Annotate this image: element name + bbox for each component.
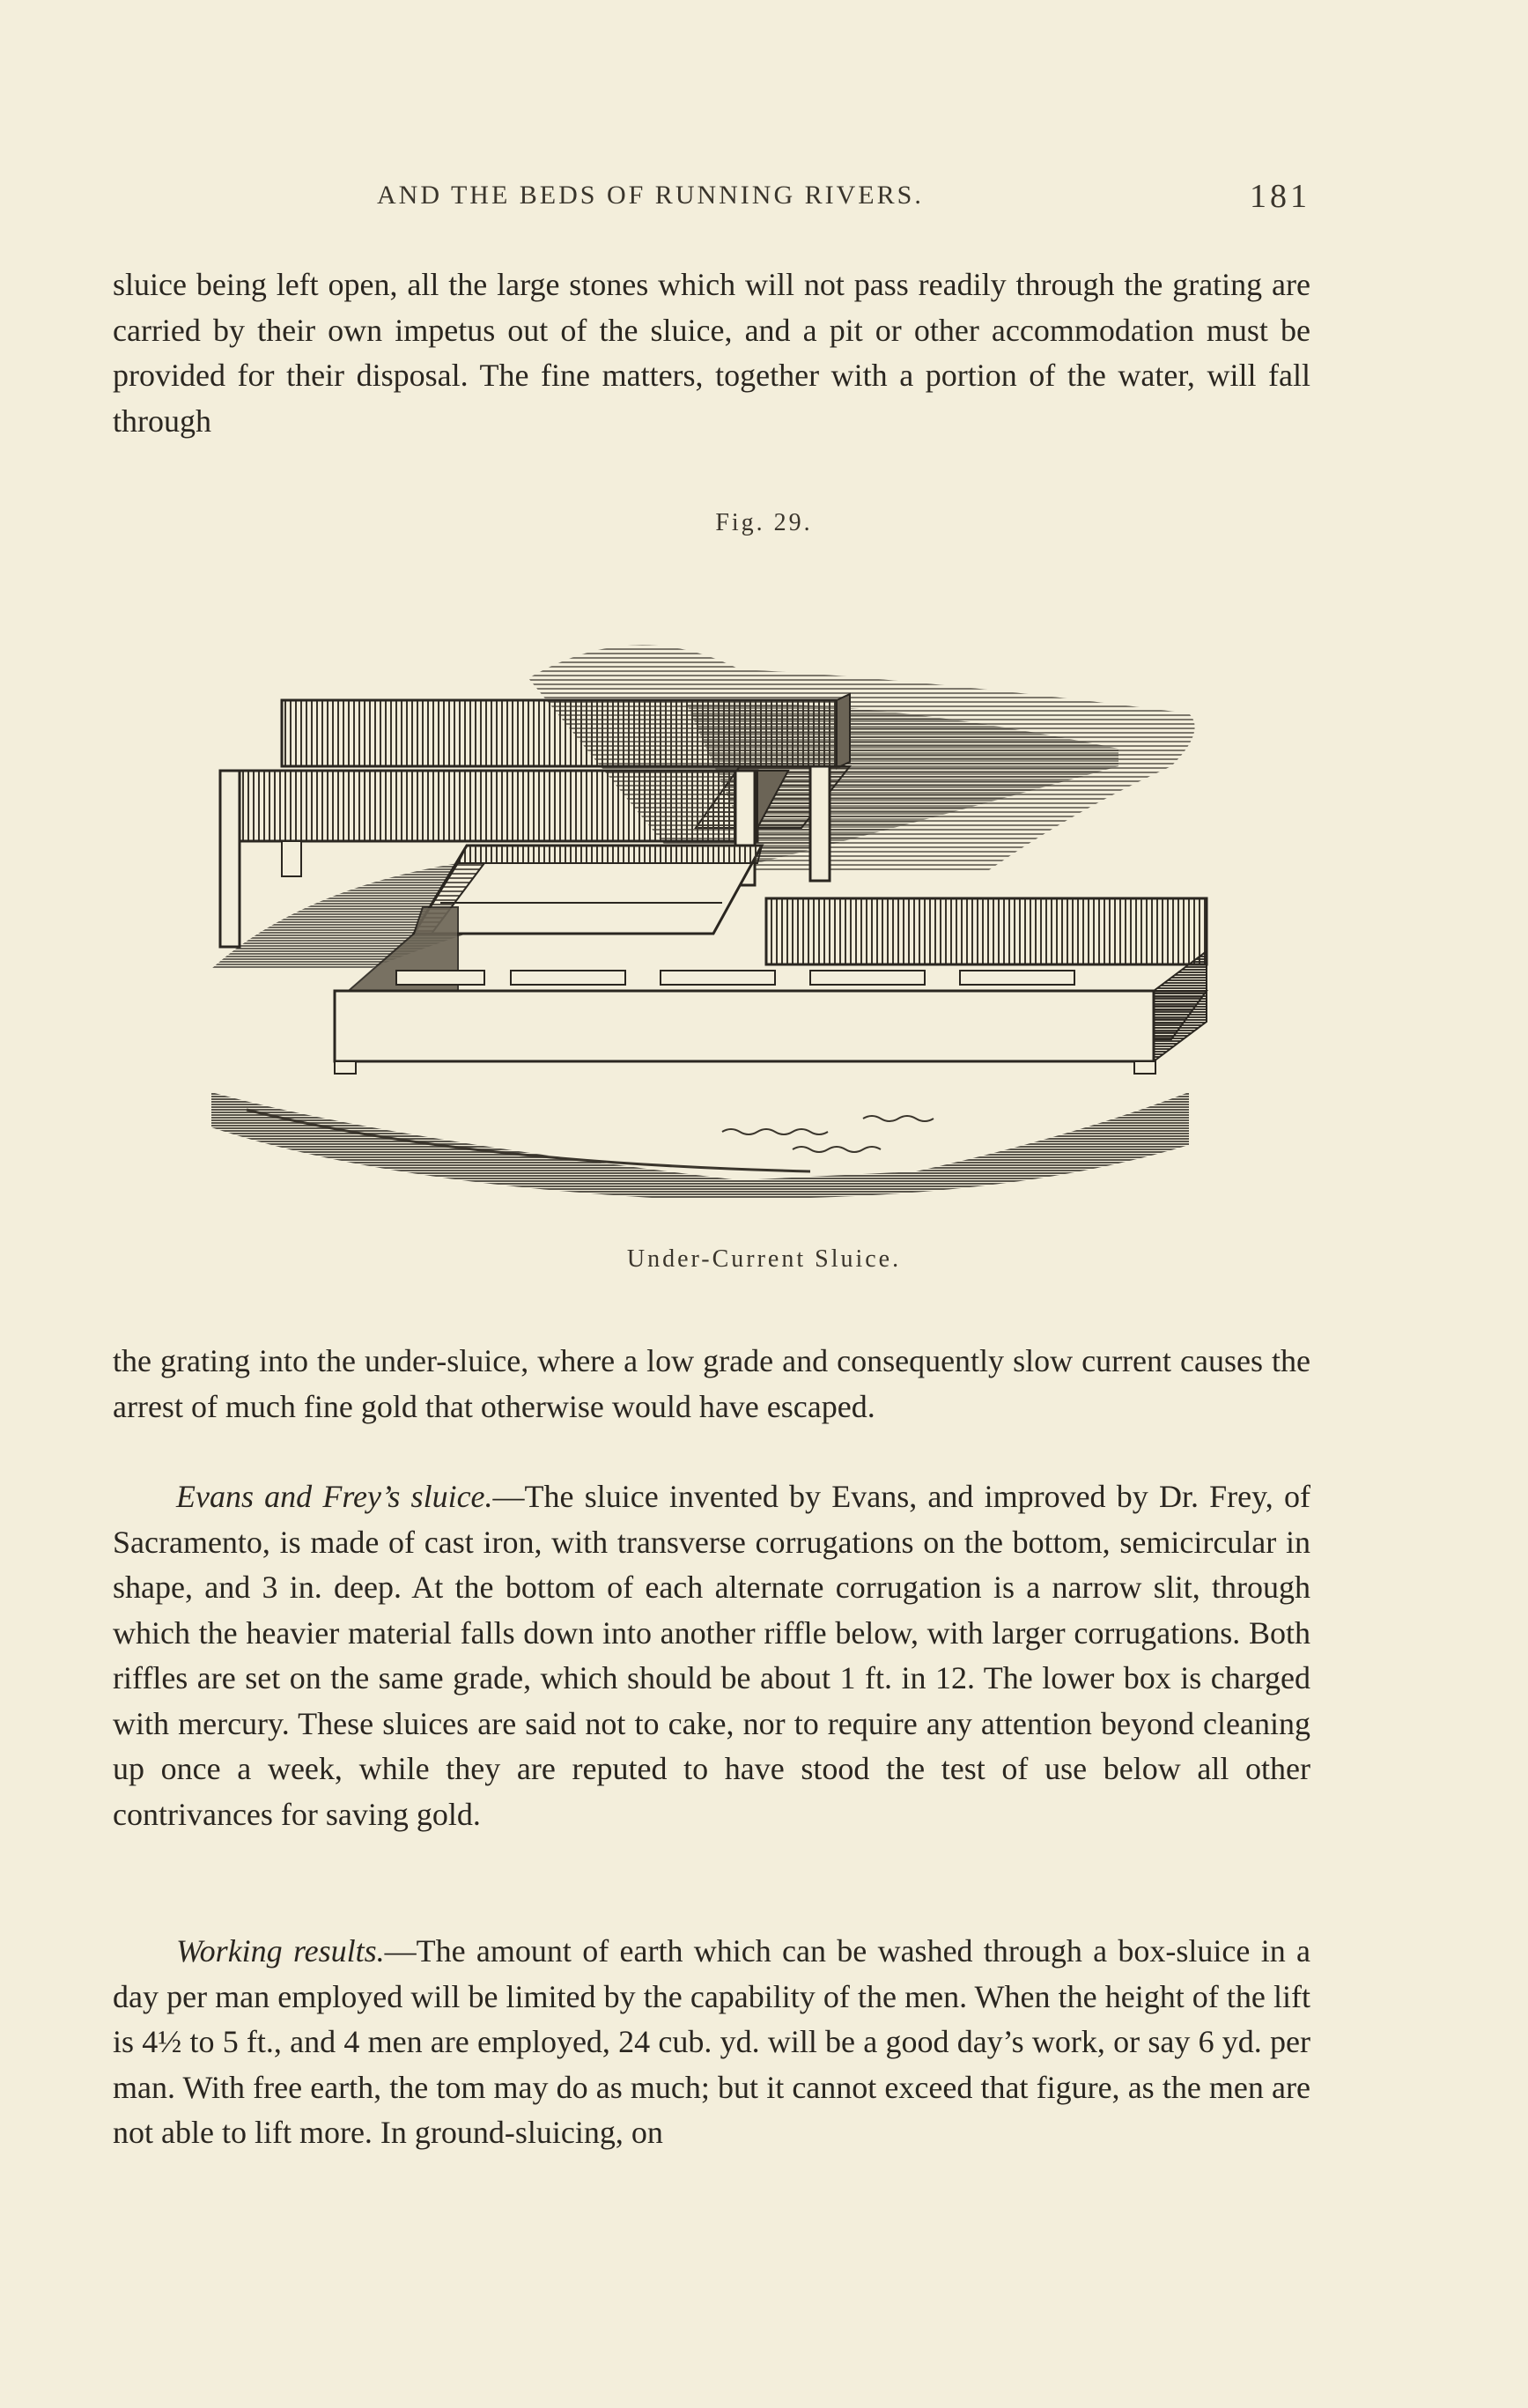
sluice-illustration: [194, 599, 1251, 1198]
figure-caption: Under-Current Sluice.: [626, 1245, 902, 1273]
running-head: AND THE BEDS OF RUNNING RIVERS.: [377, 181, 924, 210]
riffle-bars: [396, 971, 1074, 985]
section-title-evans-frey: Evans and Frey’s sluice.: [176, 1479, 493, 1514]
section-title-working-results: Working results.: [176, 1933, 385, 1969]
under-sluice-tray: [414, 846, 762, 934]
figure-label: Fig. 29.: [715, 509, 813, 536]
water-lines: [722, 1116, 934, 1152]
paragraph-2: the grating into the under-sluice, where a low grade and consequently slow current causes the arrest of much fine gold that otherwise would have escaped.: [113, 1343, 1310, 1424]
paragraph-4: [113, 1929, 1310, 2156]
paragraph-3: [113, 1474, 1310, 1837]
paragraph-4-body: —The amount of earth which can be washed through a box-sluice in a day per man employed will be limited by the capability of the men. When the height of the lift is 4½ to 5 ft., and 4 men are employed, 24 cub. yd. will be a good day’s work, or say 6 yd. per man. With free earth, the tom may do as much; but it cannot exceed that figure, as the men are not able to lift more. In ground-sluicing, on: [113, 1933, 1310, 2150]
sluice-engraving: [194, 599, 1251, 1198]
paragraph-3-body: —The sluice invented by Evans, and improved by Dr. Frey, of Sacramento, is made of cast iron, with transverse corrugations on the bottom, semicircular in shape, and 3 in. deep. At the bottom of each alternate corrugation is a narrow slit, through which the heavier material falls down into another riffle below, with larger corrugations. Both riffles are set on the same grade, which should be about 1 ft. in 12. The lower box is charged with mercury. These sluices are said not to cake, nor to require any attention beyond cleaning up once a week, while they are reputed to have stood the test of use below all other contrivances for saving gold.: [113, 1479, 1310, 1832]
page-header: [113, 178, 1310, 216]
page-number: 181: [1250, 178, 1310, 215]
paragraph-1: sluice being left open, all the large stones which will not pass readily through the grating are carried by their own impetus out of the sluice, and a pit or other accommodation must be provided for their disposal. The fine matters, together with a portion of the water, will fall through: [113, 267, 1310, 439]
